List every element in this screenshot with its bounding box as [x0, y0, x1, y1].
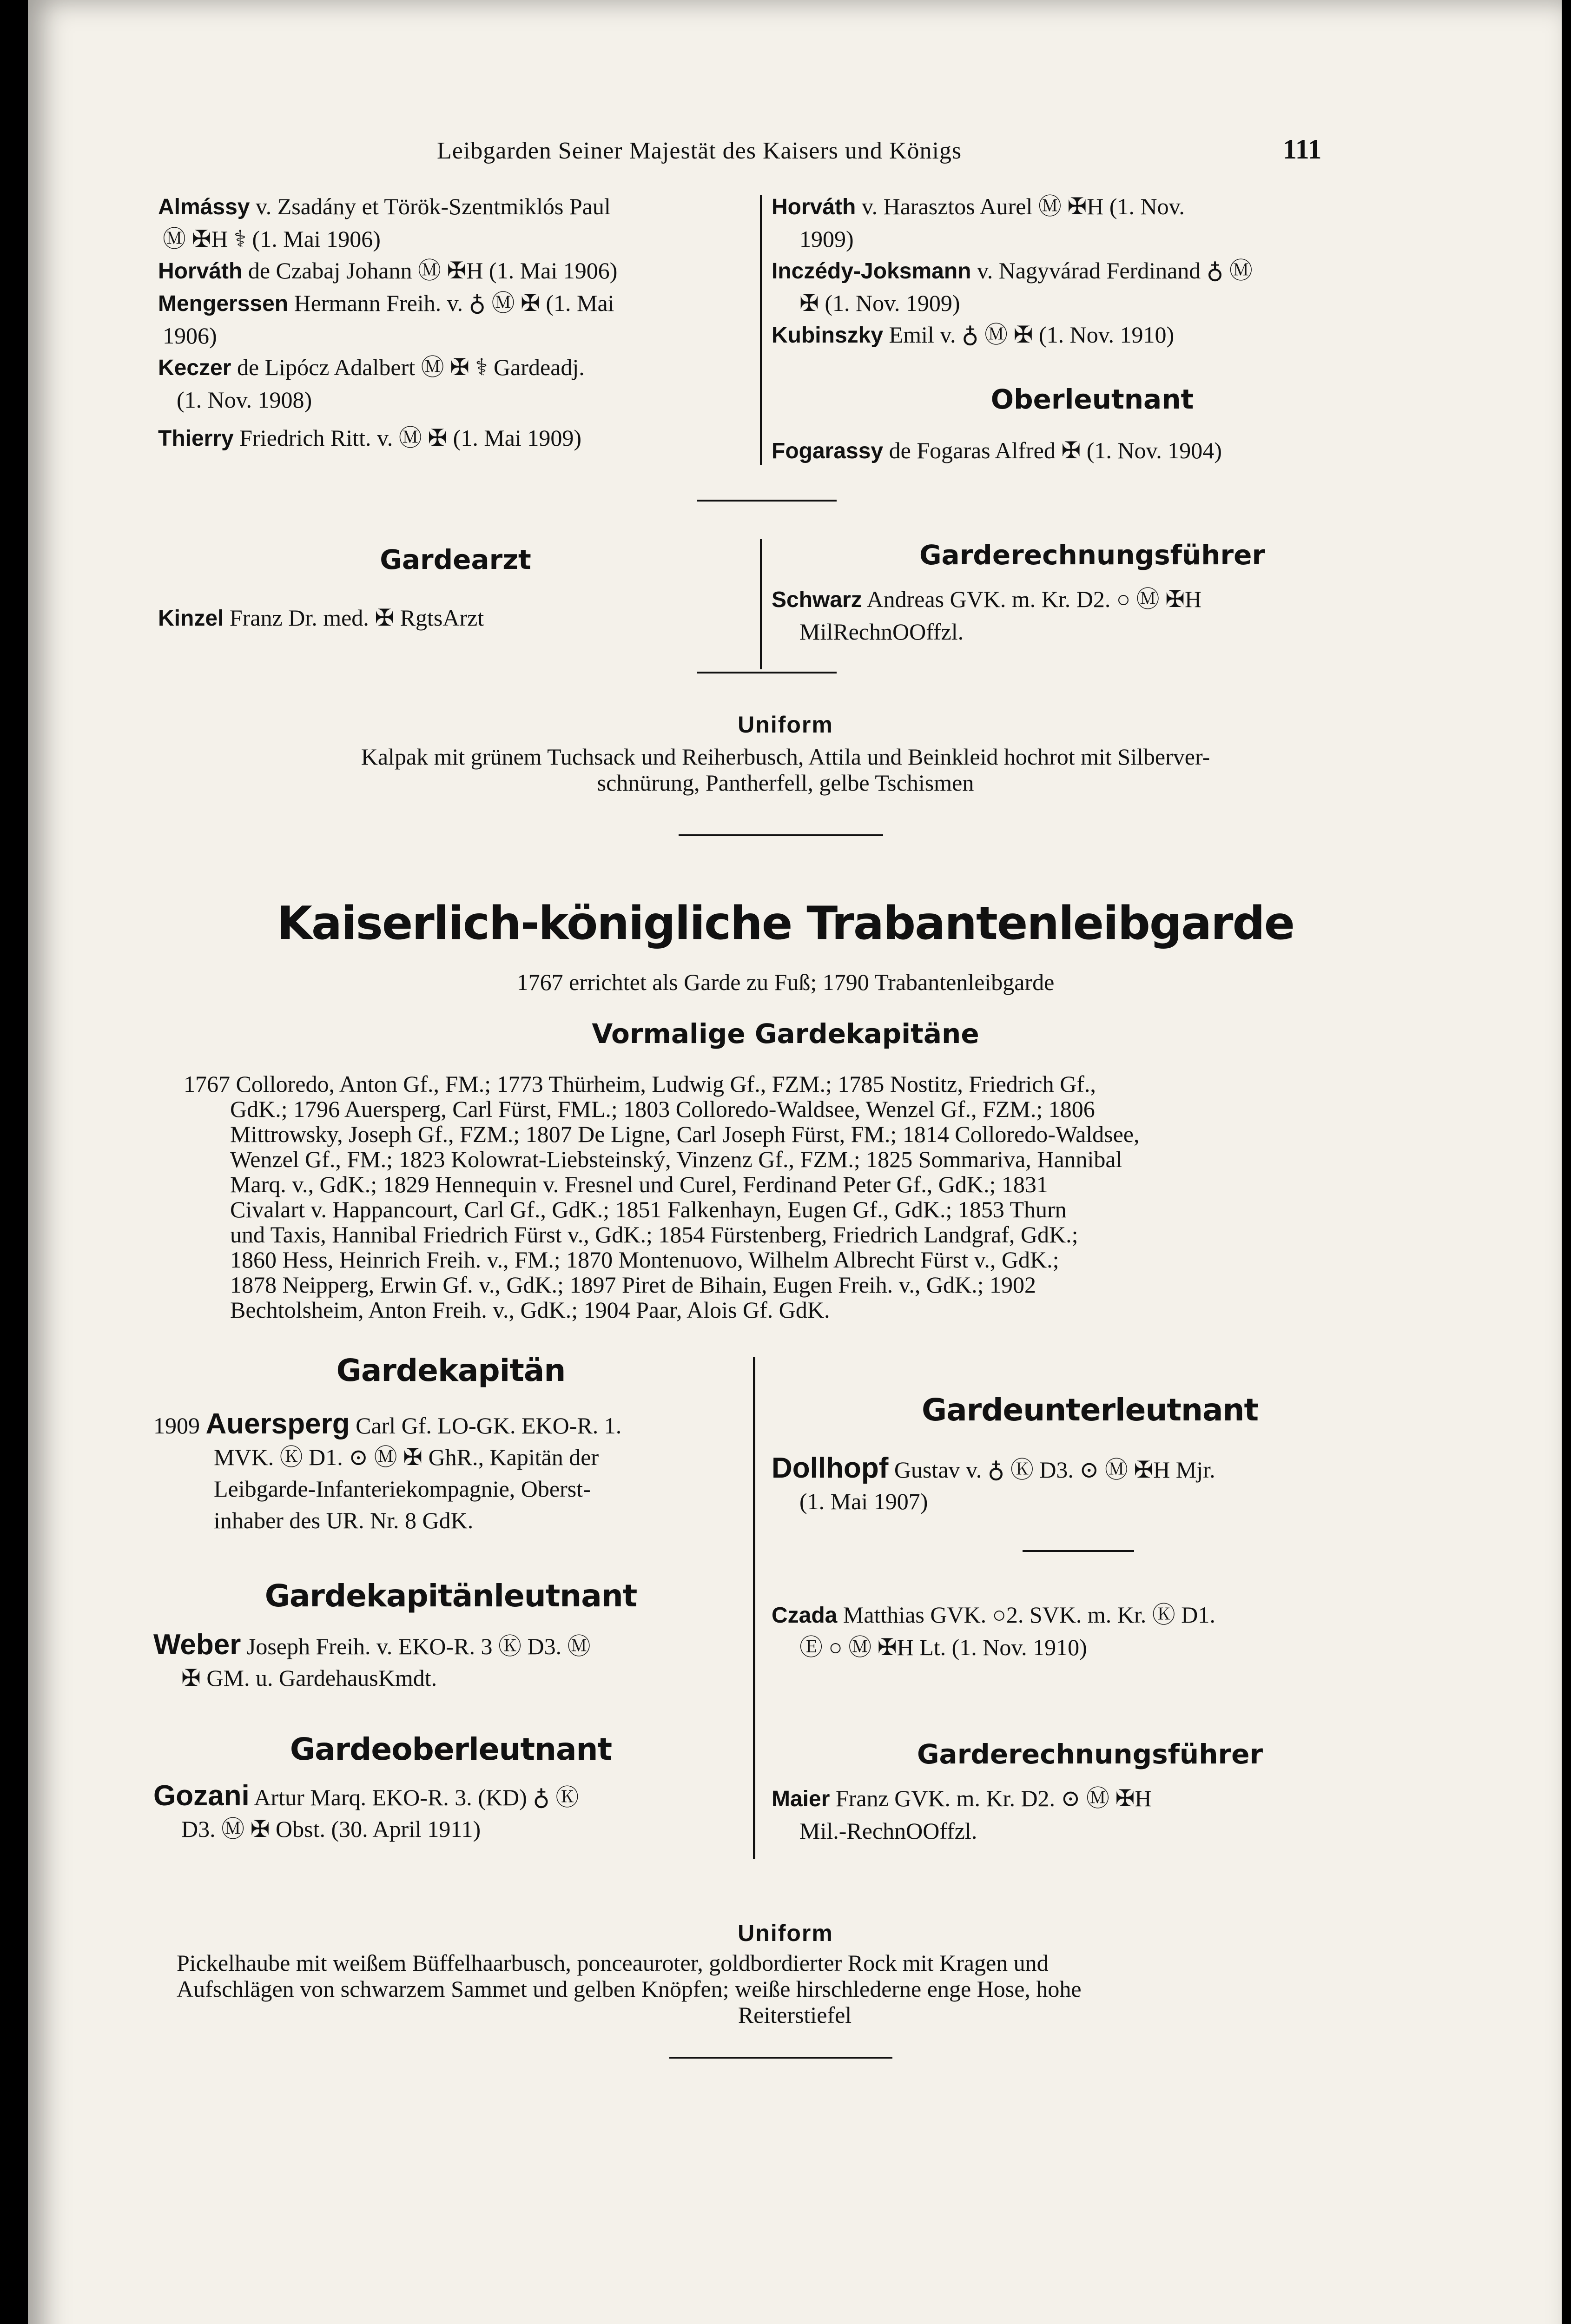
list-line: Mittrowsky, Joseph Gf., FZM.; 1807 De Ligne, Carl Joseph Fürst, FM.; 1814 Colloredo-Waldsee,	[230, 1121, 1140, 1147]
page-subtitle: 1767 errichtet als Garde zu Fuß; 1790 Trabantenleibgarde	[516, 969, 1055, 995]
gardeunterleutnant-entry: Dollhopf Gustav v. ♁ Ⓚ D3. ⊙ Ⓜ ✠H Mjr. (1. Mai 1907)	[772, 1452, 1215, 1514]
separator	[679, 834, 883, 836]
gardearzt-entry: Kinzel Franz Dr. med. ✠ RgtsArzt	[158, 605, 484, 631]
list-line: Civalart v. Happancourt, Carl Gf., GdK.; 1851 Falkenhayn, Eugen Gf., GdK.; 1853 Thurn	[230, 1196, 1067, 1222]
gardekapitaenleutnant-entry: Weber Joseph Freih. v. EKO-R. 3 Ⓚ D3. Ⓜ ✠ GM. u. GardehausKmdt.	[153, 1629, 591, 1691]
heading-gardekapitaen: Gardekapitän	[336, 1353, 566, 1388]
page-title: Kaiserlich-königliche Trabantenleibgarde	[277, 897, 1294, 950]
separator	[697, 672, 837, 673]
uniform-text-1: Kalpak mit grünem Tuchsack und Reiherbusch, Attila und Beinkleid hochrot mit Silberver- schnürung, Pantherfell, gelbe Tschismen	[361, 744, 1210, 796]
heading-garderechnungsfuehrer-2: Garderechnungsführer	[917, 1738, 1263, 1770]
list-item: Keczer de Lipócz Adalbert Ⓜ ✠ ⚕ Gardeadj.	[158, 354, 585, 380]
list-line: 1878 Neipperg, Erwin Gf. v., GdK.; 1897 Piret de Bihain, Eugen Freih. v., GdK.; 1902	[230, 1272, 1036, 1298]
gardeoberleutnant-entry: Gozani Artur Marq. EKO-R. 3. (KD) ♁ Ⓚ D3. Ⓜ ✠ Obst. (30. April 1911)	[153, 1780, 579, 1842]
officer-list-left	[158, 191, 753, 455]
list-item: Inczédy-Joksmann v. Nagyvárad Ferdinand ♁ Ⓜ	[772, 257, 1253, 284]
garderechnungsfuehrer-2-entry: Maier Franz GVK. m. Kr. D2. ⊙ Ⓜ ✠H Mil.-RechnOOffzl.	[772, 1785, 1152, 1844]
gardekapitaen-entry: 1909 Auersperg Carl Gf. LO-GK. EKO-R. 1. MVK. Ⓚ D1. ⊙ Ⓜ ✠ GhR., Kapitän der Leibgarde-Infanteriekompagnie, Oberst- inhaber des UR. Nr. 8 GdK.	[153, 1408, 622, 1533]
list-line: GdK.; 1796 Auersperg, Carl Fürst, FML.; 1803 Colloredo-Waldsee, Wenzel Gf., FZM.; 1806	[230, 1096, 1095, 1122]
list-item: Horváth de Czabaj Johann Ⓜ ✠H (1. Mai 1906)	[158, 257, 618, 284]
separator	[1023, 1550, 1134, 1552]
heading-gardearzt: Gardearzt	[380, 544, 531, 575]
heading-gardekapitaenleutnant: Gardekapitänleutnant	[264, 1578, 637, 1614]
separator	[697, 500, 837, 502]
vormalige-list	[184, 1071, 1401, 1322]
list-item: Mengerssen Hermann Freih. v. ♁ Ⓜ ✠ (1. Mai	[158, 290, 614, 316]
list-line: Marq. v., GdK.; 1829 Hennequin v. Fresnel und Curel, Ferdinand Peter Gf., GdK.; 1831	[230, 1171, 1048, 1197]
uniform-label-1: Uniform	[738, 712, 833, 738]
list-line: und Taxis, Hannibal Friedrich Fürst v., GdK.; 1854 Fürstenberg, Friedrich Landgraf, GdK.;	[230, 1221, 1078, 1248]
list-item: Kubinszky Emil v. ♁ Ⓜ ✠ (1. Nov. 1910)	[772, 322, 1175, 348]
list-item: (1. Nov. 1908)	[177, 387, 312, 413]
officer-list-right	[772, 191, 1413, 351]
list-line: Bechtolsheim, Anton Freih. v., GdK.; 1904 Paar, Alois Gf. GdK.	[230, 1297, 830, 1323]
garderechnungsfuehrer-1-entry: Schwarz Andreas GVK. m. Kr. D2. ○ Ⓜ ✠H MilRechnOOffzl.	[772, 586, 1202, 645]
heading-garderechnungsfuehrer-1: Garderechnungsführer	[919, 539, 1266, 571]
oberleutnant-entry: Fogarassy de Fogaras Alfred ✠ (1. Nov. 1904)	[772, 437, 1222, 463]
list-item: Horváth v. Harasztos Aurel Ⓜ ✠H (1. Nov.	[772, 193, 1185, 219]
column-divider-mid	[760, 539, 762, 669]
heading-gardeunterleutnant: Gardeunterleutnant	[921, 1392, 1259, 1428]
heading-vormalige-gardekapitaene: Vormalige Gardekapitäne	[592, 1018, 979, 1050]
uniform-label-2: Uniform	[738, 1920, 833, 1946]
list-item: Almássy v. Zsadány et Török-Szentmiklós Paul	[158, 193, 611, 219]
list-item: ✠ (1. Nov. 1909)	[799, 290, 960, 316]
list-item: Ⓜ ✠H ⚕ (1. Mai 1906)	[163, 226, 381, 252]
heading-gardeoberleutnant: Gardeoberleutnant	[290, 1731, 612, 1767]
uniform-text-2: Pickelhaube mit weißem Büffelhaarbusch, ponceauroter, goldbordierter Rock mit Kragen und Aufschlägen von schwarzem Sammet und gelben Knöpfen; weiße hirschlederne enge Hose, hohe Reiterstiefel	[177, 1950, 1082, 2028]
list-item: 1909)	[799, 226, 854, 252]
column-divider-bottom	[753, 1357, 755, 1859]
page-number: 111	[1283, 134, 1322, 165]
separator	[669, 2057, 892, 2059]
list-line: Wenzel Gf., FM.; 1823 Kolowrat-Liebsteinský, Vinzenz Gf., FZM.; 1825 Sommariva, Hannibal	[230, 1146, 1122, 1172]
list-item: 1906)	[163, 323, 217, 349]
running-title: Leibgarden Seiner Majestät des Kaisers und Königs	[437, 138, 962, 164]
heading-oberleutnant: Oberleutnant	[990, 383, 1194, 415]
list-line: 1860 Hess, Heinrich Freih. v., FM.; 1870 Montenuovo, Wilhelm Albrecht Fürst v., GdK.;	[230, 1247, 1059, 1273]
list-item: Thierry Friedrich Ritt. v. Ⓜ ✠ (1. Mai 1909)	[158, 425, 582, 451]
gardeunterleutnant-second-entry: Czada Matthias GVK. ○2. SVK. m. Kr. Ⓚ D1. Ⓔ ○ Ⓜ ✠H Lt. (1. Nov. 1910)	[772, 1602, 1215, 1660]
column-divider-top	[760, 195, 762, 465]
page-sheet	[28, 0, 1562, 2324]
list-line: 1767 Colloredo, Anton Gf., FM.; 1773 Thürheim, Ludwig Gf., FZM.; 1785 Nostitz, Friedrich Gf.,	[184, 1071, 1096, 1097]
